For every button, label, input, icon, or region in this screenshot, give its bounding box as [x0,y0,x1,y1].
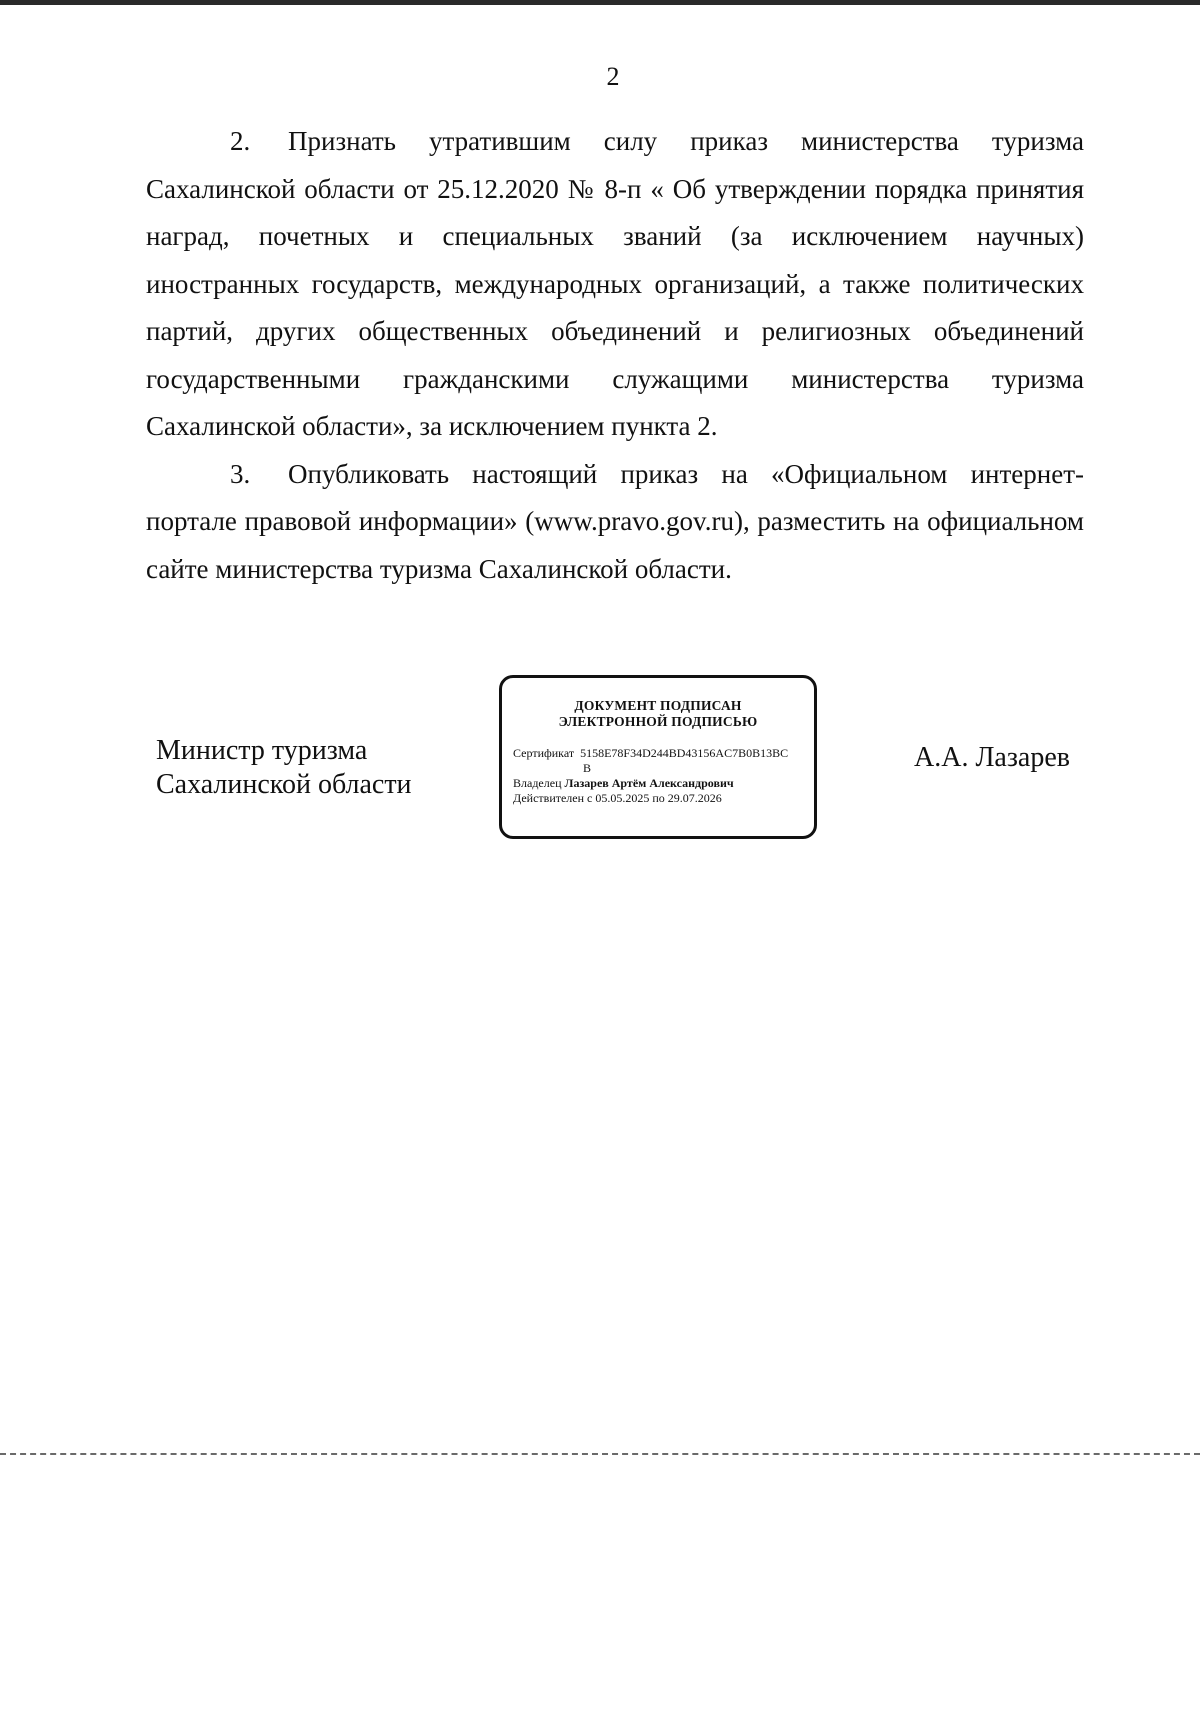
stamp-owner-value: Лазарев Артём Александрович [564,776,734,790]
stamp-details [513,746,814,806]
paragraph-2-text: Признать утратившим силу приказ министерства туризма Сахалинской области от 25.12.2020 № 8-п « Об утверждении порядка принятия наград, почетных и специальных званий (за исключением научных) иностранных государств, международных организаций, а также политических партий, других общественных объединений и религиозных объединений государственными гражданскими служащими министерства туризма Сахалинской области», за исключением пункта 2. [146,126,1084,441]
stamp-owner [513,776,814,791]
paragraph-2-number: 2. [230,126,251,156]
paragraph-3-text: Опубликовать настоящий приказ на «Официальном интернет-портале правовой информации» (www.pravo.gov.ru), разместить на официальном сайте министерства туризма Сахалинской области. [146,458,1084,584]
stamp-title-line-1: ДОКУМЕНТ ПОДПИСАН [574,698,742,713]
paragraph-3-number: 3. [230,458,251,489]
stamp-title [502,698,814,730]
signer-position-line-2: Сахалинской области [156,769,412,800]
scan-dashed-rule [0,1453,1200,1455]
stamp-certificate-value: 5158E78F34D244BD43156AC7B0B13BC [580,746,789,760]
electronic-signature-stamp [499,675,817,839]
stamp-validity: Действителен с 05.05.2025 по 29.07.2026 [513,791,722,805]
scan-top-edge [0,0,1200,5]
stamp-owner-label: Владелец [513,776,562,790]
stamp-title-line-2: ЭЛЕКТРОННОЙ ПОДПИСЬЮ [558,714,758,729]
signer-position-line-1: Министр туризма [156,735,368,766]
signer-position [156,734,412,802]
stamp-certificate [513,746,814,761]
signer-name: А.А. Лазарев [914,742,1070,773]
document-body [146,118,1084,593]
paragraph-3 [146,451,1084,594]
stamp-certificate-label: Сертификат [513,746,575,760]
page-number: 2 [606,62,620,91]
paragraph-2 [146,118,1084,451]
stamp-certificate-tail: B [583,761,592,775]
